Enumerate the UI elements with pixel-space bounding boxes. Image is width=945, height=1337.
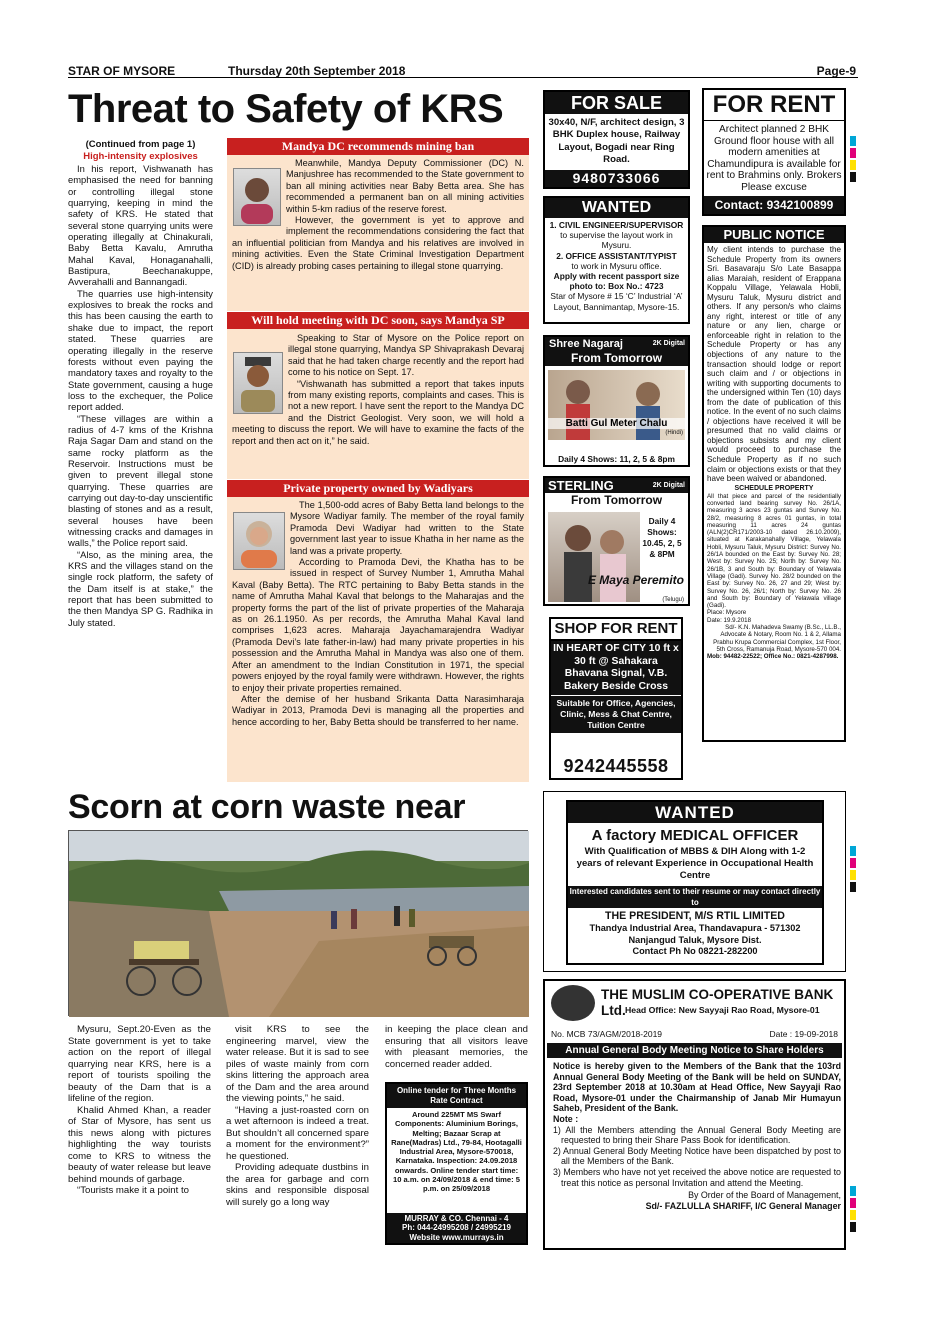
subhead-explosives: High-intensity explosives bbox=[83, 151, 198, 162]
for-rent-contact: Contact: 9342100899 bbox=[704, 196, 844, 214]
story2-col3 bbox=[385, 1024, 528, 1080]
print-registration-mark bbox=[850, 882, 856, 892]
for-sale-phone: 9480733066 bbox=[545, 170, 688, 187]
headline-corn-waste: Scorn at corn waste near bbox=[68, 788, 466, 826]
poster-e-maya bbox=[548, 512, 640, 602]
story2-para: Khalid Ahmed Khan, a reader of Star of Mysore, has sent us this news along with pictures highlighting the way tourists come to KRS to witness the beauty of water release but leave behind mounds of garbage. bbox=[68, 1104, 211, 1185]
story2-para: in keeping the place clean and ensuring that all visitors leave with pleasant memories, the concerned reader added. bbox=[385, 1024, 528, 1070]
schedule-property-text: All that piece and parcel of the residentially converted land bearing survey No. 26/1A, measuring 3 acres 23 guntas and Survey No. 28/2, measuring 8 acres 01 guntas, in total measuring 11 acres 24 guntas (ALN(2)CR171/2003-10 dated 26.10.2009), situated at Karakanahally Village, Yelawala Hobli, Mysuru Taluk, Mysuru District: Survey No. 26/1A bounded on the East by: Survey No. 28; West by: Survey No. 25; North by: Survey No. 26/1B, 3 and South by: Boundary of Yelawala Village (Gadi). Survey No. 28/2 bounded on the East by: Survey No. 26, 27 and 29; West by: Survey No. 26, 26/1; North by: Survey No. 26 and South by: Boundary of Yelawala village (Gadi). bbox=[707, 492, 841, 610]
sterling-film-title: E Maya Peremito bbox=[587, 573, 684, 587]
nagaraj-from-tomorrow: From Tomorrow bbox=[545, 351, 688, 366]
headline-threat-krs: Threat to Safety of KRS bbox=[68, 87, 504, 131]
page-header bbox=[68, 64, 858, 78]
bank-name: THE MUSLIM CO-OPERATIVE BANK Ltd. bbox=[601, 987, 834, 1018]
sterling-from-tomorrow: From Tomorrow bbox=[570, 493, 663, 507]
story1-para: “Also, as the mining area, the KRS and the villages stand on the single rock platform, the safety of the Dam itself is at stake,” the report that has been submitted to the then Mandya SP G. Radhika in July stated. bbox=[68, 548, 213, 628]
for-rent-body: Architect planned 2 BHK Ground floor house with all modern amenities at Chamundipura is available for rent to Brahmins only. Brokers Please excuse bbox=[706, 124, 842, 193]
bank-head-office: Head Office: New Sayyaji Rao Road, Mysore-01 bbox=[625, 1005, 820, 1015]
print-registration-mark bbox=[850, 870, 856, 880]
wanted-item-civil-desc: to supervise the layout work in Mysuru. bbox=[560, 230, 673, 251]
medical-contact: Contact Ph No 08221-282200 bbox=[632, 946, 758, 956]
box-dc-ban-title: Mandya DC recommends mining ban bbox=[227, 138, 529, 155]
story2-para: visit KRS to see the engineering marvel, view the water release. But it is sad to see piles of waste mainly from corn skins littering the approach area of the Dam and the area around the viewing points,” he said. bbox=[226, 1024, 369, 1104]
poster-batti-gul bbox=[548, 370, 685, 440]
ad-shop-for-rent bbox=[549, 617, 683, 780]
box-sp-meeting bbox=[227, 312, 529, 479]
nagaraj-film-title: Batti Gul Meter Chalu bbox=[548, 418, 685, 429]
story2-para: Mysuru, Sept.20-Even as the State government is yet to take action on the report of illegal quarrying near KRS, here is a report of tourists spoiling the beauty of the Dam that is a lifeline of the region. bbox=[68, 1024, 211, 1104]
nagaraj-theatre: Shree Nagaraj bbox=[549, 338, 623, 350]
box-wadiyar-p1: The 1,500-odd acres of Baby Betta land belongs to the Mysore Wadiyar family. The member of the royal family Pramoda Devi Wadiyar had written to the State government last year to issue Khatha in her name as the land was a private property. bbox=[290, 500, 524, 556]
bank-note-label: Note : bbox=[553, 1113, 579, 1124]
box-dc-ban-p1: Meanwhile, Mandya Deputy Commissioner (DC) N. Manjushree has recommended to the State government to ban all mining activities near Baby Betta area. She has recommended a permanent ban on all mining activities within 5-km radius of the reserve forest. bbox=[286, 158, 524, 214]
nagaraj-tag: 2K Digital bbox=[652, 340, 685, 347]
box-wadiyar-p2: According to Pramoda Devi, the Khatha has to be issued in respect of Survey Number 1, Amrutha Mahal Kaval (Baby Betta). The RTC pertaining to Baby Betta stands in the name of Amrutha Mahal Kaval that belongs to the Maharajas and the property forms the part of the list of private properties of the Maharaja as on 26.1.1950. As per records, the Amrutha Mahal Kaval land comprises 1,623 acres. Maharaja Jayachamarajendra Wadiyar (Pramoda Devi’s late father-in-law) had many private properties in his possession and the Amrutha Mahal in Mandya was also one of them. After an amendment to the Indian Constitution in 1971, the special powers enjoyed by the royal family were withdrawn. However, the rights to enjoy their private properties remained. bbox=[232, 557, 524, 693]
sterling-shows: Daily 4 Shows: 10.45, 2, 5 & 8PM bbox=[642, 516, 682, 559]
paper-name: STAR OF MYSORE bbox=[68, 64, 176, 78]
krs-landscape-image bbox=[69, 831, 529, 1017]
continued-note: (Continued from page 1) bbox=[85, 139, 196, 150]
ad-medical-officer bbox=[543, 791, 846, 972]
bank-ref-number: No. MCB 73/AGM/2018-2019 bbox=[551, 1029, 663, 1039]
sterling-theatre: STERLING bbox=[548, 478, 614, 493]
story2-para: “Having a just-roasted corn on a wet afternoon is indeed a treat. But shouldn’t all concerned spare a moment for the environment?” he questioned. bbox=[226, 1104, 369, 1162]
bank-note-item: 1) All the Members attending the Annual General Body Meeting are requested to bring their Share Pass Book for identification. bbox=[553, 1124, 841, 1146]
box-wadiyar-p3: After the demise of her husband Srikanta Datta Narasimharaja Wadiyar in 2013, Pramoda Devi is managing all the properties and hence according to her, Baby Betta should be transferred to her name. bbox=[232, 693, 524, 727]
sterling-tag: 2K Digital bbox=[652, 482, 685, 489]
wanted-title: WANTED bbox=[545, 198, 688, 218]
shop-phone: 9242445558 bbox=[563, 756, 669, 776]
wanted-address: Star of Mysore # 15 ‘C’ Industrial ‘A’ Layout, Bannimantap, Mysore-15. bbox=[550, 291, 683, 312]
bank-logo bbox=[551, 985, 595, 1021]
for-sale-body: 30x40, N/F, architect design, 3 BHK Duplex house, Railway Layout, Bogadi near Ring Road. bbox=[548, 117, 685, 165]
bank-notice-date: Date : 19-09-2018 bbox=[769, 1029, 838, 1039]
story1-para: The quarries use high-intensity explosives to break the rocks and this has been causing the earth to shake due to impact, the report stated. These quarries are operating illegally in the reserve forests without even paying the mandatory taxes and royalty to the State government, causing a huge loss to the exchequer, the Police report added. bbox=[68, 287, 213, 413]
wanted-item-office-assistant: 2. OFFICE ASSISTANT/TYPIST bbox=[556, 250, 677, 261]
box-sp-meeting-p1: Speaking to Star of Mysore on the Police report on illegal stone quarrying, Mandya SP Shivaprakash Devaraj said that he had taken charge recently and the report had come to his notice on Sept. 17. bbox=[288, 333, 524, 378]
print-registration-mark bbox=[850, 846, 856, 856]
story2-col1 bbox=[68, 1024, 211, 1254]
story2-para: Providing adequate dustbins in the area for garbage and corn skins and responsible disposal will surely go a long way bbox=[226, 1162, 369, 1208]
tender-title: Online tender for Three Months Rate Contract bbox=[387, 1084, 526, 1108]
print-registration-mark bbox=[850, 160, 856, 170]
bank-signature: Sd/- FAZLULLA SHARIFF, I/C General Manager bbox=[645, 1200, 841, 1211]
wanted-item-office-desc: to work in Mysuru office. bbox=[571, 260, 662, 271]
box-dc-ban bbox=[227, 138, 529, 311]
bank-order: By Order of the Board of Management, bbox=[688, 1190, 841, 1201]
schedule-property-title: SCHEDULE PROPERTY bbox=[734, 484, 814, 492]
sterling-language: (Telugu) bbox=[662, 597, 684, 603]
story2-col2 bbox=[226, 1024, 369, 1254]
issue-date: Thursday 20th September 2018 bbox=[228, 64, 406, 78]
print-registration-mark bbox=[850, 858, 856, 868]
float-spacer bbox=[232, 500, 290, 576]
nagaraj-language: (Hindi) bbox=[665, 430, 683, 436]
float-spacer bbox=[232, 158, 286, 232]
notice-signatory: Sd/- K.N. Mahadeva Swamy (B.Sc., LL.B., Advocate & Notary, Room No. 1 & 2, Allama Prabhu Krupa Commercial Complex, 1st Floor, 5th Cross, Ramanuja Road, Mysore-570 004. bbox=[713, 624, 841, 653]
ad-shree-nagaraj bbox=[543, 335, 690, 467]
bank-note-item: 2) Annual General Body Meeting Notice have been dispatched by post to all the Members of the Bank. bbox=[553, 1145, 841, 1167]
medical-qualification: With Qualification of MBBS & DIH Along with 1-2 years of relevant Experience in Occupational Health Centre bbox=[576, 846, 814, 881]
ad-for-sale bbox=[543, 90, 690, 189]
print-registration-mark bbox=[850, 1186, 856, 1196]
poster-image bbox=[548, 512, 640, 602]
print-registration-mark bbox=[850, 1210, 856, 1220]
shop-suitable: Suitable for Office, Agencies, Clinic, Mess & Chat Centre, Tuition Centre bbox=[551, 695, 681, 733]
print-registration-mark bbox=[850, 1198, 856, 1208]
nagaraj-shows: Daily 4 Shows: 11, 2, 5 & 8pm bbox=[558, 454, 675, 464]
bank-note-item: 3) Members who have not yet received the above notice are requested to treat this notice as personal Invitation and attend the Meeting. bbox=[553, 1166, 841, 1188]
shop-location: IN HEART OF CITY 10 ft x 30 ft @ Sahakara Bhavana Signal, V.B. Bakery Beside Cross bbox=[551, 641, 681, 695]
public-notice-title: PUBLIC NOTICE bbox=[704, 227, 844, 243]
print-registration-mark bbox=[850, 136, 856, 146]
medical-wanted-title: WANTED bbox=[568, 802, 822, 823]
photo-corn-waste-krs bbox=[68, 830, 528, 1016]
story2-para: “Tourists make it a point to bbox=[77, 1185, 189, 1196]
print-registration-mark bbox=[850, 1222, 856, 1232]
print-registration-mark bbox=[850, 172, 856, 182]
wanted-apply: Apply with recent passport size photo to: Box No.: 4723 bbox=[553, 271, 680, 292]
page-number: Page-9 bbox=[816, 64, 856, 78]
medical-position: A factory MEDICAL OFFICER bbox=[591, 827, 799, 844]
medical-address-2: Nanjangud Taluk, Mysore Dist. bbox=[628, 934, 762, 945]
tender-website: Website www.murrays.in bbox=[409, 1232, 504, 1242]
ad-muslim-coop-bank bbox=[543, 979, 846, 1250]
tender-city: Chennai - 4 bbox=[465, 1213, 509, 1223]
print-registration-mark bbox=[850, 148, 856, 158]
story1-para: In his report, Vishwanath has emphasised the need for banning or controlling illegal stone quarrying, keeping in mind the safety of KRS. He stated that several stone quarrying units were operating illegally at Chinakurali, Baby Betta Kavalu, Amrutha Mahal Kaval, Honaganahalli, Bastipura, Beechanakuppe, Avverahalli and Bannangadi. bbox=[68, 163, 213, 288]
ad-public-notice bbox=[702, 225, 846, 742]
box-sp-meeting-p2: “Vishwanath has submitted a report that takes inputs from many existing reports, complaints and cases. This is not a new report. I have sent the report to the Mandya DC and the District Geologist. Very soon, we will hold a meeting to discuss the report. We will have to examine the facts of the report and then act on it,” he said. bbox=[232, 378, 524, 446]
tender-body: Around 225MT MS Swarf Components: Aluminium Borings, Melting; Bazaar Scrap at Rane(Madras) Ltd., 79-84, Hootagalli Industrial Area, Mysore-570018, Karnataka. Inspection: 24.09.2018 onwards. Online tender start time: 10 a.m. on 24/09/2018 & end time: 5 p.m. on 25/09/2018 bbox=[391, 1110, 522, 1194]
notice-mobile: Mob: 94482-22522; Office No.: 0821-4287998. bbox=[707, 653, 839, 661]
medical-address-1: Thandya Industrial Area, Thandavapura - 571302 bbox=[589, 923, 801, 933]
public-notice-body: My client intends to purchase the Schedule Property from its owners Sri. Basavaraju S/o Late Basappa alias Maraiah, resident of Erappana Koppalu Village, Yelawala Hobli, Mysuru Taluk, Mysuru district and others. If any person/s who claims any right, interest or title of any nature or any lien, charge or enforceable right in relation to the Schedule Property or has any objections of any nature to the transaction should lodge or report such claim and / or objections in writing with supporting documents to the undersigned within Ten (10) days from the date of publication of this notice. In the event of no such claims / objections have received it will be presumed that no valid claims or objections subsists and my client would proceed to purchase the Schedule Property as if no such claim or objections exists or that they have been waived or abandoned. bbox=[707, 245, 841, 484]
bank-agm-bar: Annual General Body Meeting Notice to Share Holders bbox=[547, 1043, 842, 1058]
wanted-item-civil-engineer: 1. CIVIL ENGINEER/SUPERVISOR bbox=[549, 220, 684, 230]
for-rent-title: FOR RENT bbox=[704, 90, 844, 121]
tender-company: MURRAY & CO. bbox=[404, 1213, 464, 1223]
box-wadiyar-property bbox=[227, 480, 529, 782]
bank-agm-notice: Notice is hereby given to the Members of the Bank that the 103rd Annual General Body Meeting of the Bank will be held on SUNDAY, 23rd September 2018 at 10.30am at Head Office, New Sayyaji Rao Road, Mysore-01 under the Chairmanship of Janab Mir Humayun Saheb, President of the Bank. bbox=[553, 1061, 841, 1114]
medical-company: THE PRESIDENT, M/S RTIL LIMITED bbox=[605, 910, 785, 922]
ad-murray-tender bbox=[385, 1082, 528, 1245]
notice-date: Date: 19.9.2018 bbox=[707, 616, 752, 624]
story1-para: “These villages are within a radius of 4-7 kms of the Krishna Raja Sagar Dam and stand on the same rocky platform as the Reservoir. Instructions must be given to prevent illegal stone quarrying. These quarries are carrying out day-to-day unscientific blasting of stones and as a result, several houses have been witnessing cracks and damages in walls,” the Police report said. bbox=[68, 412, 213, 549]
for-sale-title: FOR SALE bbox=[545, 92, 688, 114]
story1-column bbox=[68, 139, 213, 789]
medical-send-resume: Interested candidates sent to their resume or may contact directly to bbox=[569, 887, 821, 907]
shop-title: SHOP FOR RENT bbox=[551, 619, 681, 641]
ad-sterling bbox=[543, 476, 690, 606]
notice-place: Place: Mysore bbox=[707, 609, 747, 617]
box-wadiyar-title: Private property owned by Wadiyars bbox=[227, 480, 529, 497]
tender-phone: Ph: 044-24995208 / 24995219 bbox=[402, 1223, 511, 1232]
float-spacer bbox=[232, 333, 288, 417]
ad-wanted-engineer bbox=[543, 196, 690, 324]
box-dc-ban-p2: However, the government is yet to approve and implement the recommendations considering the fact that an influential politician from Mandya and his relatives are involved in mining activities. Even the State Criminal Investigation Department (CID) is already probing cases pertaining to illegal stone quarrying. bbox=[232, 215, 524, 271]
ad-for-rent bbox=[702, 88, 846, 216]
box-sp-meeting-title: Will hold meeting with DC soon, says Mandya SP bbox=[227, 312, 529, 329]
